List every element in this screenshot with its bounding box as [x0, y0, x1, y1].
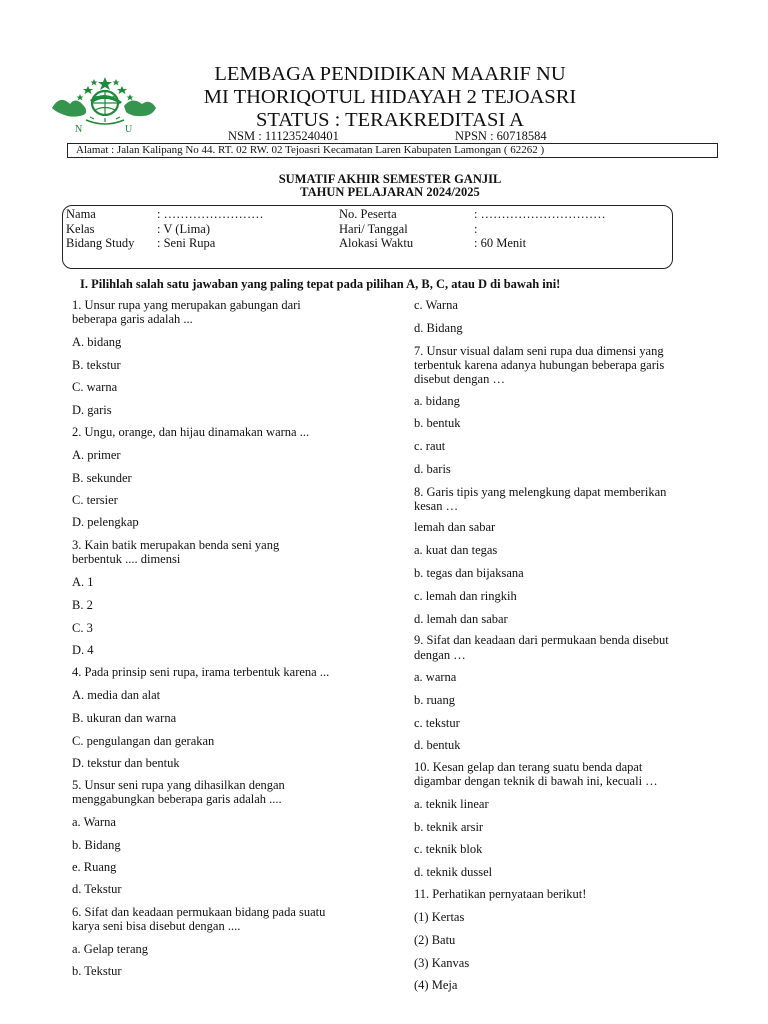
answer-option: a. teknik linear — [414, 797, 489, 811]
answer-option: D. pelengkap — [72, 515, 139, 529]
question-line: beberapa garis adalah ... — [72, 312, 193, 326]
answer-option: c. raut — [414, 439, 446, 453]
tanggal-field[interactable]: : — [474, 221, 478, 236]
answer-option: B. 2 — [72, 598, 93, 612]
question-line: 3. Kain batik merupakan benda seni yang — [72, 538, 280, 552]
exam-title: SUMATIF AKHIR SEMESTER GANJIL — [278, 172, 502, 186]
kelas-label: Kelas — [66, 221, 95, 236]
question-line: 1. Unsur rupa yang merupakan gabungan dari — [72, 298, 301, 312]
answer-option: d. Bidang — [414, 321, 463, 335]
answer-option: b. tegas dan bijaksana — [414, 566, 524, 580]
answer-option: C. 3 — [72, 621, 93, 635]
answer-option: (3) Kanvas — [414, 956, 470, 970]
alokasi-label: Alokasi Waktu — [339, 236, 414, 250]
question-line: dengan … — [414, 648, 466, 662]
question-line: 4. Pada prinsip seni rupa, irama terbentuk karena ... — [72, 665, 330, 679]
question-line: 2. Ungu, orange, dan hijau dinamakan warna ... — [72, 425, 310, 439]
bidang-value: : Seni Rupa — [157, 236, 216, 250]
question-line: kesan … — [414, 499, 459, 513]
instruction: I. Pilihlah salah satu jawaban yang paling tepat pada pilihan A, B, C, atau D di bawah ini! — [80, 277, 561, 291]
answer-option: A. 1 — [72, 575, 94, 589]
logo-letter-u: U — [125, 124, 133, 135]
logo-letter-n: N — [75, 124, 83, 135]
answer-option: c. tekstur — [414, 716, 460, 730]
question-line: digambar dengan teknik di bawah ini, kecuali … — [414, 774, 658, 788]
nama-field[interactable]: : …………………… — [157, 207, 264, 221]
answer-option: a. bidang — [414, 394, 460, 408]
accreditation-status: STATUS : TERAKREDITASI A — [256, 109, 524, 131]
institution-name: LEMBAGA PENDIDIKAN MAARIF NU — [214, 63, 566, 85]
answer-option: d. baris — [414, 462, 451, 476]
answer-option: C. tersier — [72, 493, 118, 507]
answer-option: d. Tekstur — [72, 882, 122, 896]
question-line: 11. Perhatikan pernyataan berikut! — [414, 887, 587, 901]
peserta-label: No. Peserta — [339, 207, 397, 221]
answer-option: e. Ruang — [72, 860, 117, 874]
answer-option: b. Bidang — [72, 838, 121, 852]
answer-option: C. pengulangan dan gerakan — [72, 734, 215, 748]
answer-option: (2) Batu — [414, 933, 456, 947]
answer-option: D. 4 — [72, 643, 94, 657]
question-line: terbentuk karena adanya hubungan beberapa garis — [414, 358, 665, 372]
question-line: 10. Kesan gelap dan terang suatu benda dapat — [414, 760, 643, 774]
exam-year: TAHUN PELAJARAN 2024/2025 — [300, 185, 480, 199]
answer-option: c. Warna — [414, 298, 458, 312]
answer-option: d. teknik dussel — [414, 865, 493, 879]
answer-option: b. Tekstur — [72, 964, 122, 978]
nsm-number: NSM : 111235240401 — [228, 129, 339, 143]
answer-option: b. ruang — [414, 693, 455, 707]
answer-option: c. teknik blok — [414, 842, 483, 856]
question-line: 7. Unsur visual dalam seni rupa dua dimensi yang — [414, 344, 664, 358]
answer-option: b. bentuk — [414, 416, 461, 430]
answer-option: (1) Kertas — [414, 910, 465, 924]
answer-option: (4) Meja — [414, 978, 458, 992]
answer-option: lemah dan sabar — [414, 520, 496, 534]
answer-option: A. bidang — [72, 335, 122, 349]
answer-option: B. sekunder — [72, 471, 132, 485]
nu-logo — [50, 76, 160, 138]
kelas-value: : V (Lima) — [157, 221, 211, 236]
answer-option: c. lemah dan ringkih — [414, 589, 517, 603]
answer-option: B. ukuran dan warna — [72, 711, 177, 725]
answer-option: a. Warna — [72, 815, 116, 829]
answer-option: C. warna — [72, 380, 118, 394]
question-line: 8. Garis tipis yang melengkung dapat memberikan — [414, 485, 667, 499]
question-line: karya seni bisa disebut dengan .... — [72, 919, 241, 933]
alokasi-value: : 60 Menit — [474, 236, 527, 250]
answer-option: a. warna — [414, 670, 457, 684]
question-line: 9. Sifat dan keadaan dari permukaan benda disebut — [414, 633, 669, 647]
nama-label: Nama — [66, 207, 96, 221]
answer-option: D. garis — [72, 403, 112, 417]
npsn-number: NPSN : 60718584 — [455, 129, 547, 143]
answer-option: b. teknik arsir — [414, 820, 484, 834]
answer-option: a. kuat dan tegas — [414, 543, 498, 557]
answer-option: d. bentuk — [414, 738, 461, 752]
school-name: MI THORIQOTUL HIDAYAH 2 TEJOASRI — [203, 86, 577, 108]
peserta-field[interactable]: : ………………………… — [474, 207, 606, 221]
question-line: 5. Unsur seni rupa yang dihasilkan dengan — [72, 778, 285, 792]
bidang-label: Bidang Study — [66, 236, 135, 250]
question-line: 6. Sifat dan keadaan permukaan bidang pada suatu — [72, 905, 326, 919]
question-line: berbentuk .... dimensi — [72, 552, 181, 566]
answer-option: A. media dan alat — [72, 688, 161, 702]
answer-option: d. lemah dan sabar — [414, 612, 508, 626]
question-line: disebut dengan … — [414, 372, 505, 386]
address-box: Alamat : Jalan Kalipang No 44. RT. 02 RW. 02 Tejoasri Kecamatan Laren Kabupaten Lamongan ( 62262 ) — [67, 143, 718, 158]
answer-option: B. tekstur — [72, 358, 121, 372]
answer-option: D. tekstur dan bentuk — [72, 756, 180, 770]
question-line: menggabungkan beberapa garis adalah .... — [72, 792, 282, 806]
answer-option: a. Gelap terang — [72, 942, 149, 956]
tanggal-label: Hari/ Tanggal — [339, 221, 408, 236]
answer-option: A. primer — [72, 448, 121, 462]
